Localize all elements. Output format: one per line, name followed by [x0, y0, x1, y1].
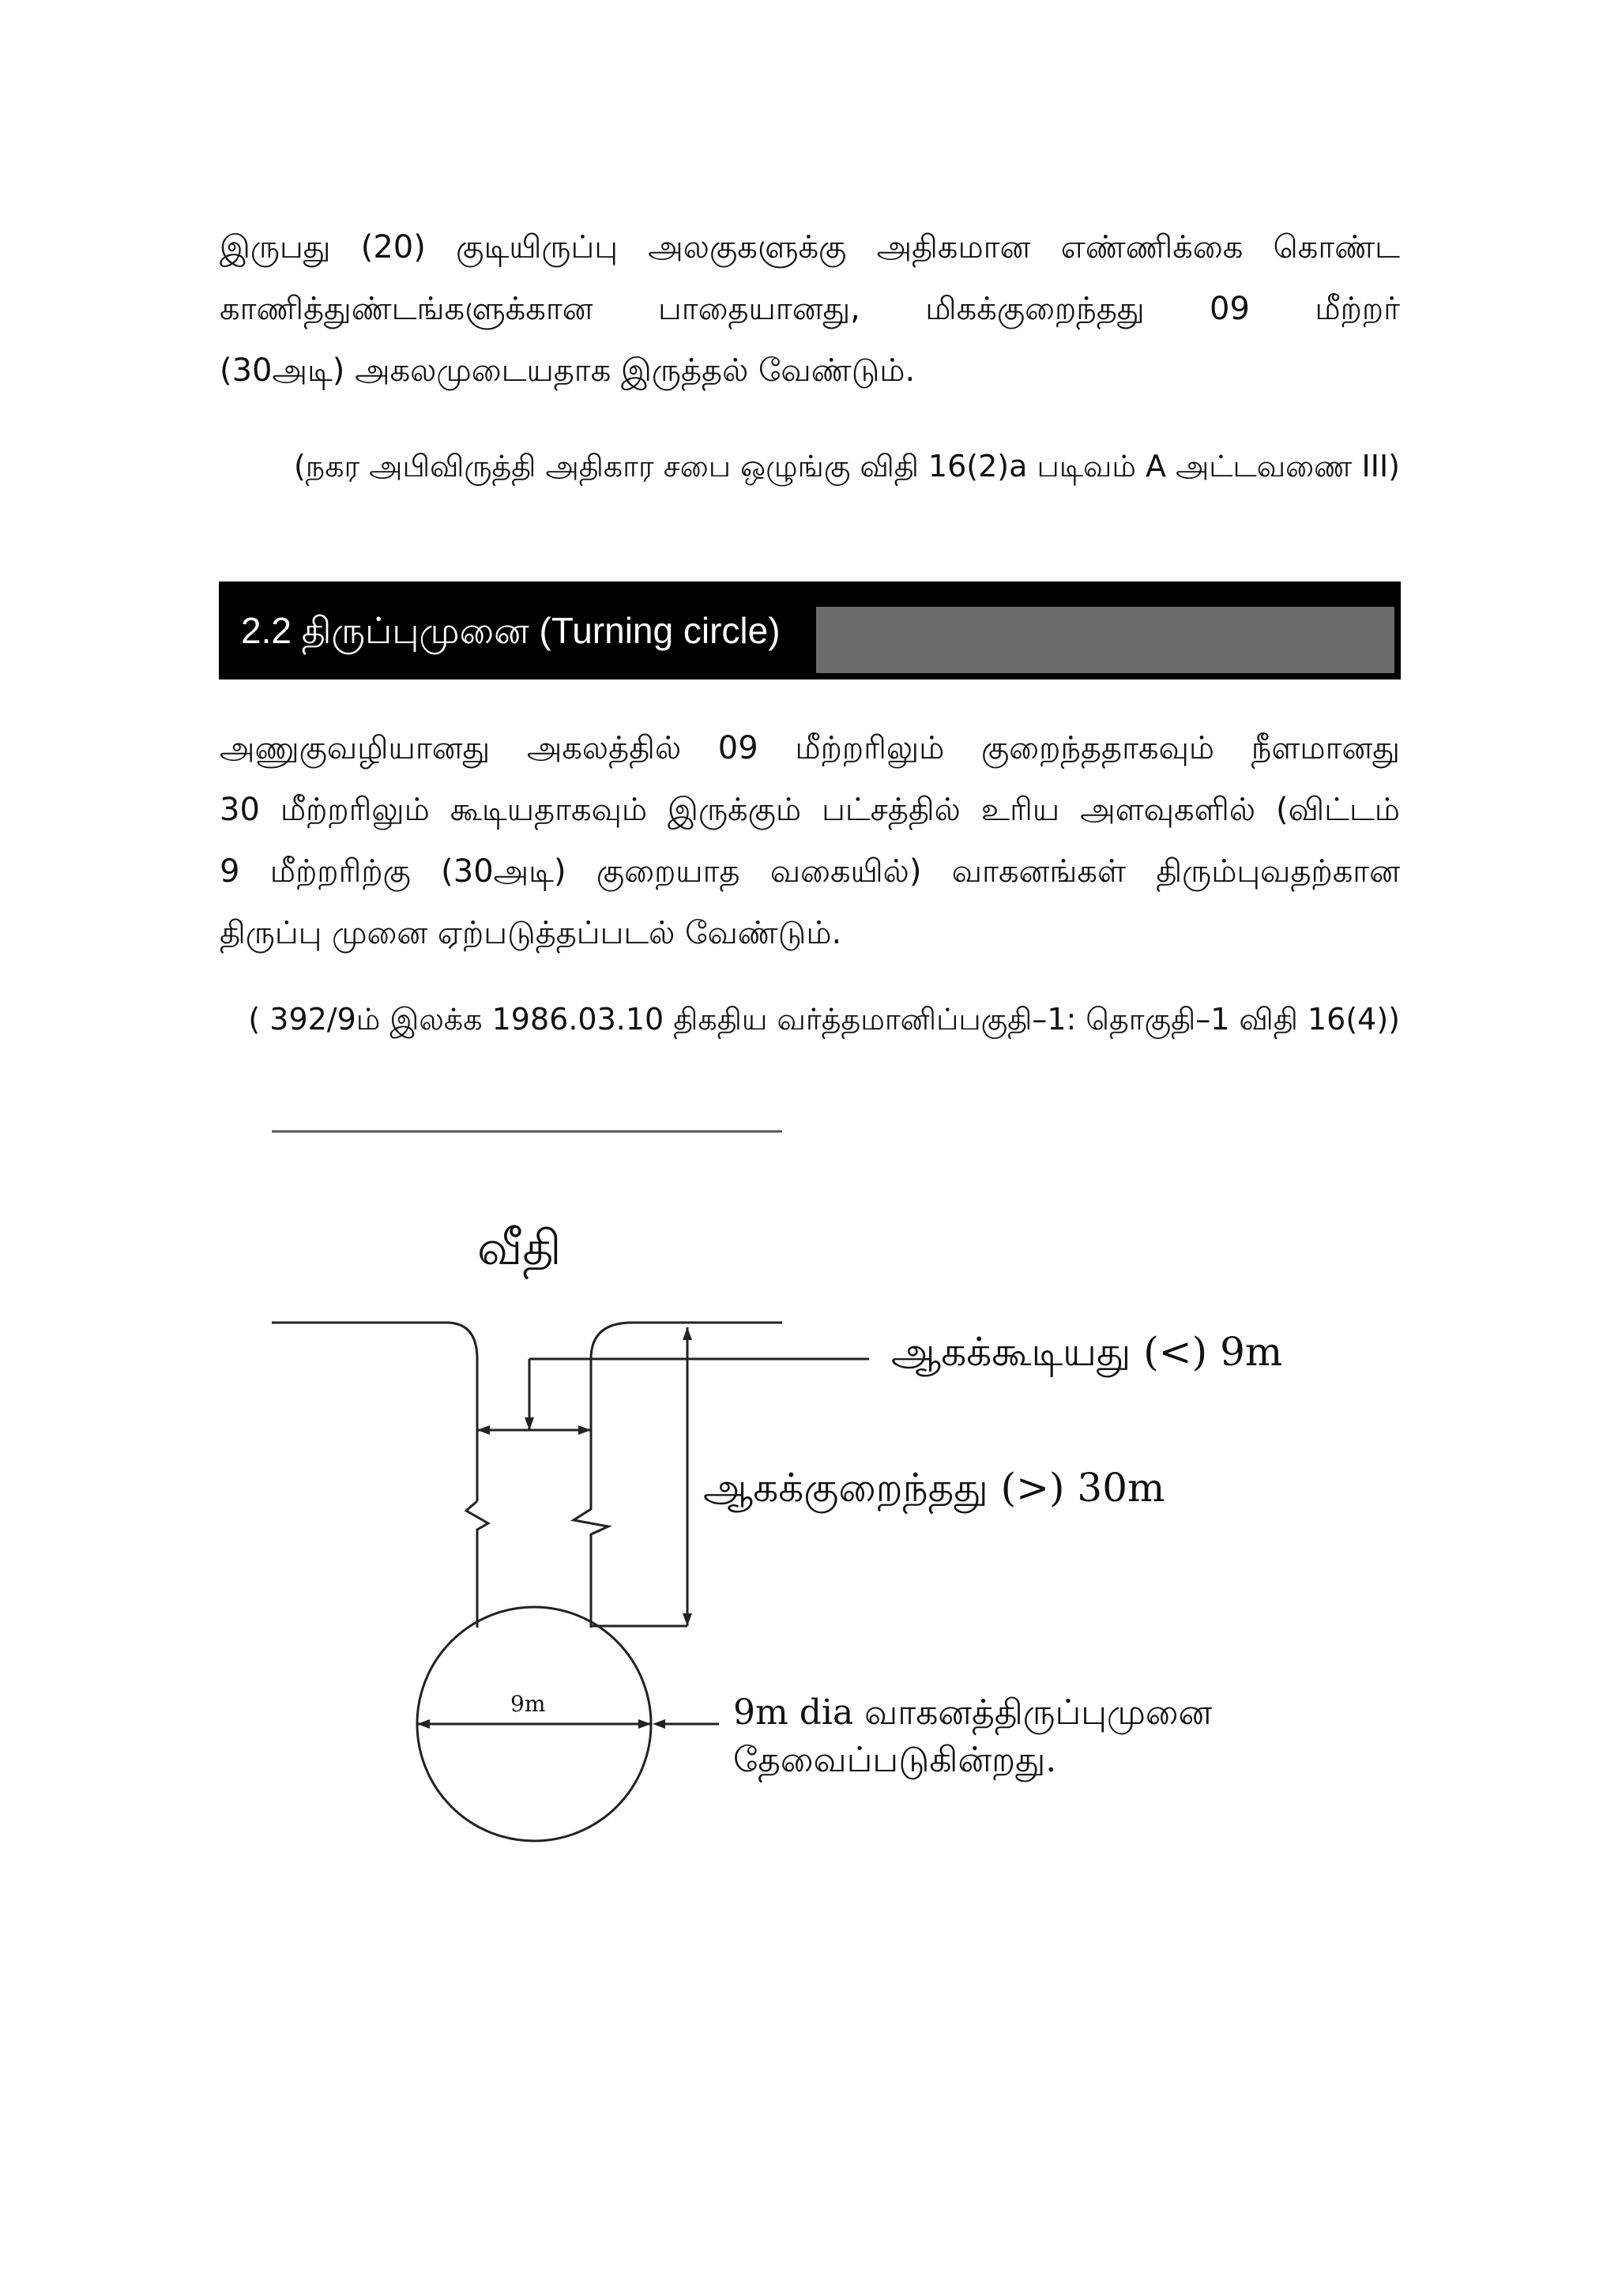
circle-note-line1: 9m dia வாகனத்திருப்புமுனை	[733, 1692, 1213, 1733]
diameter-label: 9m	[510, 1691, 546, 1717]
lane-right-side	[574, 1501, 608, 1628]
regulation-citation: (நகர அபிவிருத்தி அதிகார சபை ஒழுங்கு விதி 16(2)a படிவம் A அட்டவணை III)	[293, 449, 1400, 484]
section-heading-bar	[219, 582, 1401, 679]
paragraph-line: அணுகுவழியானது அகலத்தில் 09 மீற்றரிலும் குறைந்ததாகவும் நீளமானது	[220, 730, 1400, 766]
paragraph-line: (30அடி) அகலமுடையதாக இருத்தல் வேண்டும்.	[220, 352, 916, 389]
paragraph-line: காணித்துண்டங்களுக்கான பாதையானது, மிகக்குறைந்தது 09 மீற்றர்	[220, 291, 1400, 327]
length-label: ஆகக்குறைந்தது (>) 30m	[703, 1465, 1165, 1511]
lane-left-side	[466, 1501, 488, 1628]
paragraph-line: 9 மீற்றரிற்கு (30அடி) குறையாத வகையில்) வாகனங்கள் திரும்புவதற்கான	[220, 853, 1400, 890]
circle-note-line2: தேவைப்படுகின்றது.	[733, 1740, 1057, 1780]
paragraph-line: 30 மீற்றரிலும் கூடியதாகவும் இருக்கும் பட்சத்தில் உரிய அளவுகளில் (விட்டம்	[220, 792, 1400, 828]
arrow-left-icon	[477, 1425, 490, 1435]
paragraph-turning-circle	[220, 717, 1400, 964]
arrow-left-icon	[417, 1719, 430, 1729]
arrow-right-icon	[578, 1425, 591, 1435]
arrow-right-icon	[638, 1719, 651, 1729]
road-edge-left	[272, 1323, 477, 1501]
width-label: ஆகக்கூடியது (<) 9m	[891, 1329, 1283, 1375]
paragraph-line: திருப்பு முனை ஏற்படுத்தப்படல் வேண்டும்.	[220, 915, 842, 951]
road-label: வீதி	[477, 1221, 562, 1276]
gazette-citation: ( 392/9ம் இலக்க 1986.03.10 திகதிய வர்த்தமானிப்பகுதி–1: தொகுதி–1 விதி 16(4))	[248, 1002, 1400, 1037]
paragraph-line: இருபது (20) குடியிருப்பு அலகுகளுக்கு அதிகமான எண்ணிக்கை கொண்ட	[220, 229, 1400, 265]
section-heading: 2.2 திருப்புமுனை (Turning circle)	[241, 610, 781, 651]
arrow-up-icon	[683, 1327, 692, 1340]
heading-grey-block	[816, 607, 1394, 673]
turning-circle-diagram	[0, 1090, 1618, 1896]
paragraph-access-road-width	[220, 216, 1400, 401]
arrow-down-icon	[525, 1417, 534, 1430]
arrow-left-icon	[653, 1719, 665, 1729]
arrow-down-icon	[683, 1613, 692, 1626]
